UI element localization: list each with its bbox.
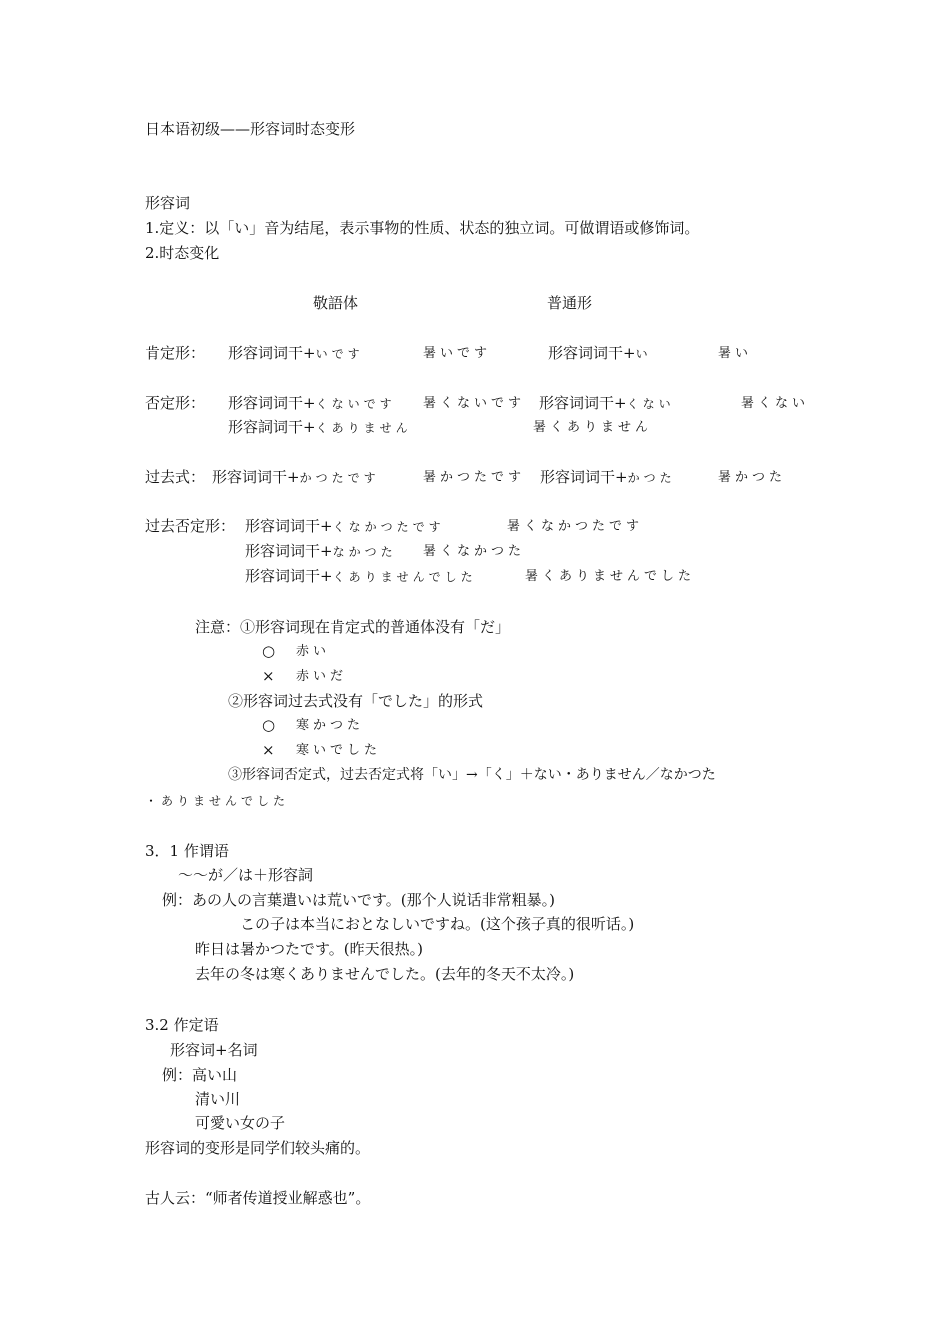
past-negative-example-3: 暑くありませんでした: [525, 569, 696, 584]
negative-polite-rule-2: 形容詞词干+くありません: [228, 418, 412, 436]
past-polite-rule: 形容词词干+かつたです: [212, 468, 380, 486]
affirmative-polite-example: 暑いです: [423, 346, 492, 361]
predicate-heading: 3．1 作谓语: [145, 842, 229, 860]
affirmative-label: 肯定形：: [145, 344, 206, 362]
note-2-ok-mark: ○: [262, 716, 276, 734]
column-polite-header: 敬語体: [313, 294, 359, 312]
past-negative-rule-2: 形容词词干+なかつた: [245, 542, 397, 560]
column-plain-header: 普通形: [547, 294, 593, 312]
predicate-example-4: 去年の冬は寒くありませんでした。(去年的冬天不太冷。): [195, 965, 575, 983]
document-title: 日本语初级——形容词时态变形: [145, 120, 356, 138]
past-plain-rule: 形容词词干+かつた: [540, 468, 676, 486]
affirmative-plain-example: 暑い: [718, 346, 753, 361]
note-3: ③形容词否定式，过去否定式将「い」→「く」＋ない・ありません／なかつた: [228, 767, 716, 783]
attributive-example-3: 可愛い女の子: [195, 1114, 286, 1132]
note-2-ng-example: 寒いでした: [296, 743, 382, 758]
note-1-ok-mark: ○: [262, 642, 276, 660]
affirmative-polite-rule: 形容词词干+いです: [228, 344, 364, 362]
past-plain-example: 暑かつた: [718, 470, 787, 485]
negative-label: 否定形：: [145, 394, 206, 412]
note-1-ok-example: 赤い: [296, 644, 331, 659]
predicate-pattern: ～～が／は＋形容詞: [178, 866, 314, 884]
note-2-ok-example: 寒かつた: [296, 718, 365, 733]
attributive-example-1: 例：高い山: [162, 1066, 238, 1084]
note-2-ng-mark: ×: [262, 741, 275, 759]
negative-polite-rule: 形容词词干+くないです: [228, 394, 396, 412]
predicate-example-1: 例：あの人の言葉遣いは荒いです。(那个人说话非常粗暴。): [162, 891, 556, 909]
past-polite-example: 暑かつたです: [423, 470, 526, 485]
attributive-heading: 3.2 作定语: [145, 1016, 219, 1034]
negative-plain-rule: 形容词词干+くない: [539, 394, 675, 412]
note-3-continued: ・ありませんでした: [145, 794, 290, 808]
note-1-ng-example: 赤いだ: [296, 669, 348, 684]
predicate-example-2: この子は本当におとなしいですね。(这个孩子真的很听话。): [240, 915, 635, 933]
negative-polite-example-2: 暑くありません: [533, 420, 653, 435]
affirmative-plain-rule: 形容词词干+い: [548, 344, 652, 362]
section-heading: 形容词: [145, 194, 191, 212]
note-1: 注意：①形容词现在肯定式的普通体没有「だ」: [195, 618, 511, 636]
attributive-pattern: 形容词+名词: [170, 1041, 258, 1059]
past-label: 过去式：: [145, 468, 206, 486]
closing-text-1: 形容词的变形是同学们较头痛的。: [145, 1139, 371, 1157]
note-2: ②形容词过去式没有「でした」的形式: [228, 692, 484, 710]
past-negative-example-1: 暑くなかつたです: [507, 519, 644, 534]
past-negative-rule-3: 形容词词干+くありませんでした: [245, 567, 477, 585]
negative-polite-example: 暑くないです: [423, 396, 526, 411]
definition-text: 1.定义：以「い」音为结尾，表示事物的性质、状态的独立词。可做谓语或修饰词。: [145, 219, 700, 237]
closing-text-2: 古人云：“师者传道授业解惑也”。: [145, 1189, 371, 1207]
note-1-ng-mark: ×: [262, 667, 275, 685]
past-negative-example-2: 暑くなかつた: [423, 544, 526, 559]
past-negative-rule-1: 形容词词干+くなかつたです: [245, 517, 445, 535]
negative-plain-example: 暑くない: [741, 396, 810, 411]
predicate-example-3: 昨日は暑かつたです。(昨天很热。): [195, 940, 424, 958]
past-negative-label: 过去否定形：: [145, 517, 236, 535]
tense-heading: 2.时态变化: [145, 244, 220, 262]
attributive-example-2: 清い川: [195, 1090, 241, 1108]
